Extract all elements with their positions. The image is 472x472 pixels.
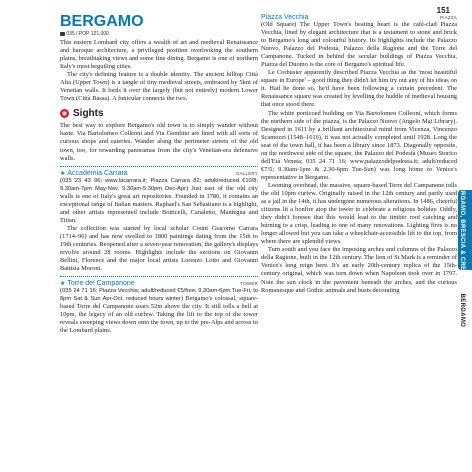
body-paragraph: The white porticoed building on Via Bartolomeo Colleoni, which forms the northern side of the piazza, is the Palazzo Nuovo (Angelo Mai Library). Designed in 1611 by a brilliant architectural mind from Vicenza, Vincenzo Scamozzi (1548–1616), it was not actually completed until 1928. Long the seat of the town hall, it has been a library since 1873. Diagonally opposite, on the northwest side of the square, the Palazzo del Podestà (Museo Storico dell'Età Veneta; 035 24 71 16; www.palazzodelpodesta.it; adult/reduced €7/5; 9.30am-1pm & 2.30-6pm Tue-Sun) was long home to Venice's representative in Bergamo. xyxy=(261,109,457,181)
divider xyxy=(60,166,258,167)
body-paragraph: Turn south and you face the imposing arches and columns of the Palazzo della Ragione, built in the 12th century. The lion of St Mark is a reminder of Venice's long reign here. It's an early 20th-century replica of the 15th-century original, which was torn down when Napoleon took over in 1797. Note the sun clock in the pavement beneath the arches, and the curious Romanesque and Gothic animals and busts decorating xyxy=(261,246,457,294)
entry-body: (035 23 43 96; www.lacarrara.it; Piazza Carrara 82; adult/reduced €10/8; 9.30am-7pm May-Nov, 9.30am-5.30pm Dec-Apr) Just east of the old city walls is one of Italy's great art repositories. Founded in 1780, it contains an exceptional range of Italian masters. Raphael's San Sebastiano is a highlight, and other artists represented include Botticelli, Canaletto, Mantegna and Titian. xyxy=(60,176,258,224)
page-number: 151 xyxy=(436,6,450,15)
entry-header-accademia xyxy=(60,170,258,177)
entry-info: 035 24 71 16; Piazza Vecchia; adult/reduced €5/free; 9.30am-6pm Tue-Fri, to 8pm Sat & Sun Apr-Oct, reduced hours winter xyxy=(60,288,258,303)
chapter-tab-label: BERGAMO, BRESCIA & CREMONA BERGAMO xyxy=(459,182,465,328)
entry-name: Piazza Vecchia xyxy=(261,14,309,21)
entry-name: ★ Torre del Campanone xyxy=(60,280,135,288)
entry-name: ★ Accademia Carrara xyxy=(60,169,128,177)
city-title: BERGAMO xyxy=(60,13,144,30)
body-paragraph: Le Corbusier apparently described Piazza Vecchia as the 'most beautiful square in Europe' – good thing they didn't let him try out any of his ideas on it. Had he done so, he'd have been following a certain precedent. The Renaissance square was created by levelling the huddle of medieval housing that once stood there. xyxy=(261,69,457,109)
left-column xyxy=(60,14,258,335)
phone-icon xyxy=(60,32,65,36)
entry-body: (Old Square) The Upper Town's beating heart is the café-clad Piazza Vecchia, lined by elegant architecture that is a testament to stone and brick to Bergamo's long and colourful history. Its highlights include the Palazzo Nuovo, Palazzo del Podestà, Palazzo della Ragione and the Torre del Campanone. Tucked in behind the secular buildings of Piazza Vecchia, Piazza del Duomo is the core of Bergamo's spiritual life. xyxy=(261,21,457,69)
intro-paragraph-2: The city's defining feature is a double identity. The ancient hilltop Città Alta (Upper Town) is a tangle of tiny medieval streets, embraced by 5km of Venetian walls. It lords it over the largely (but not entirely) modern Lower Town (Città Bassa). A funicular connects the two. xyxy=(60,71,258,103)
intro-paragraph: This eastern Lombard city offers a wealth of art and medieval Renaissance and baroque architecture, a privileged position overlooking the southern plains, breathtaking views and some fine dining. Bergamo is one of northern Italy's most beguiling cities. xyxy=(60,39,258,71)
sights-heading: ◉ Sights xyxy=(61,108,104,120)
entry-body: (035 24 71 16; Piazza Vecchia; adult/reduced €5/free; 9.30am-6pm Tue-Fri, to 8pm Sat & Sun Apr-Oct, reduced hours winter) Bergamo's colossal, square-based Torre del Campanone soars 52m above the city. It still tolls a bell at 10pm, the legacy of an old curfew. Taking the lift to the top of the tower reveals sweeping views down onto the town, up to the pre-Alps and across to the Lombard plains. xyxy=(60,287,258,335)
entry-type: GALLERY xyxy=(235,170,258,176)
entry-header-piazza xyxy=(261,14,457,21)
body-paragraph: The collection was started by local scholar Count Giacomo Carrara (1714–96) and has now swelled to 1800 paintings dating from the 15th to 19th centuries. Reopened after a seven-year renovation, the gallery's displays revolve around 28 rooms. Highlights include the sections on Giovanni Bellini, Florence and the major local artists Lorenzo Lotto and Giovanni Battista Moroni. xyxy=(60,224,258,273)
sight-marker-icon: ★ xyxy=(60,170,66,177)
sight-marker-icon: ★ xyxy=(60,281,66,288)
population-line: 035 / POP 121,000 xyxy=(60,31,258,37)
divider xyxy=(60,276,258,277)
entry-info: 035 23 43 96; www.lacarrara.it; Piazza Carrara 82; adult/reduced €10/8; 9.30am-7pm May-Nov, 9.30am-5.30pm Dec-Apr xyxy=(60,177,258,192)
sights-paragraph: The best way to explore Bergamo's old town is to simply wander without haste. Via Bartolomeo Colleoni and Via Gombito are lined with all sorts of curious shops and eateries. Wander along the perimeter streets of the old town, too, for rewarding panoramas from the city's Venetian-era defensive walls. xyxy=(60,122,258,162)
entry-type: PIAZZA xyxy=(440,15,457,20)
entry-type: TOWER xyxy=(240,281,258,287)
body-paragraph: Looming overhead, the massive, square-based Torre del Campanone tolls the old 10pm curfew. Originally raised in the 12th century and partly used as a jail in the 14th, it has undergone numerous alterations. In 1486, cheerful citizens lit a bonfire atop the tower to celebrate a religious holiday. Oddly, they didn't foresee that this would lead to the timber roof catching and burning to a crisp, leading to one of many renovations. Lighting fires is no longer allowed but you can take a wheelchair-accessible lift to the top, from where there are splendid views. xyxy=(261,181,457,246)
eye-icon: ◉ xyxy=(61,111,68,118)
right-column xyxy=(261,14,457,295)
entry-header-torre xyxy=(60,280,258,287)
